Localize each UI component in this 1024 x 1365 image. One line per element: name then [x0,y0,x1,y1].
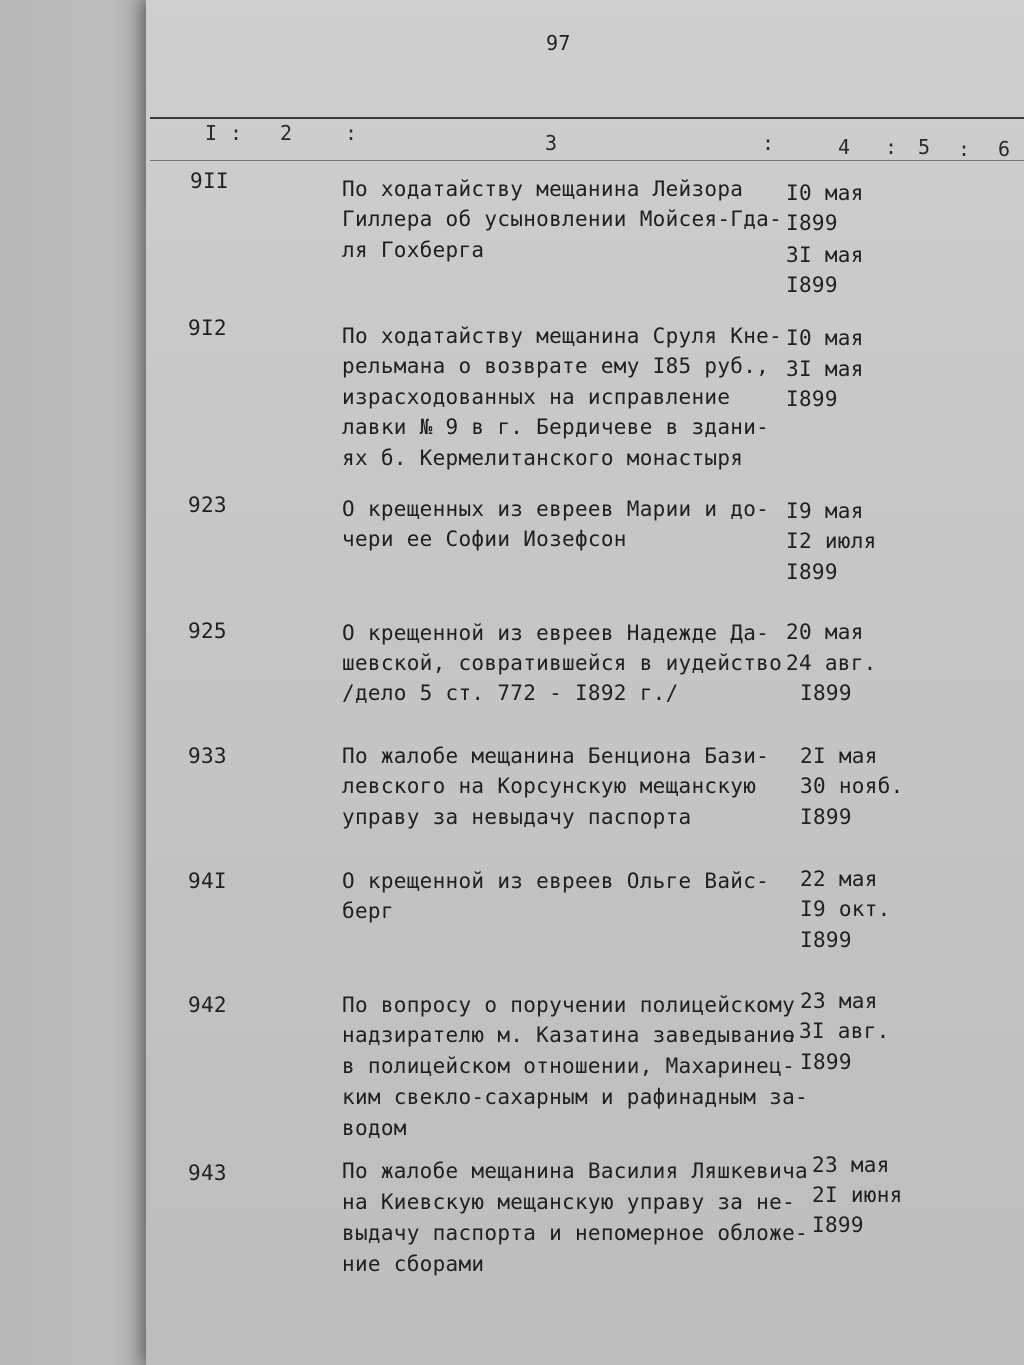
entry-date-line: I0 мая [786,326,864,350]
column-separator: : [958,137,971,161]
entry-description-line: ях б. Кермелитанского монастыря [342,446,744,470]
entry-number: 9I2 [188,316,227,340]
entry-description-line: ким свекло-сахарным и рафинадным за- [342,1085,808,1109]
entry-date-line: I9 мая [786,499,864,523]
entry-date-line: I899 [800,681,852,705]
page-number: 97 [546,31,571,55]
entry-date-line: 20 мая [786,620,864,644]
entry-date-line: I899 [812,1213,864,1237]
entry-description-line: Гиллера об усыновлении Мойсея-Гда- [342,207,783,231]
column-separator: : [762,131,775,155]
entry-number: 933 [188,744,227,768]
entry-description-line: По жалобе мещанина Бенциона Бази- [342,744,770,768]
entry-date-line: I899 [786,211,838,235]
entry-description-line: берг [342,899,394,923]
entry-description-line: лавки № 9 в г. Бердичеве в здани- [342,415,770,439]
entry-description-line: водом [342,1116,407,1140]
entry-date-line: I899 [800,928,852,952]
entry-description-line: О крещенных из евреев Марии и до- [342,497,770,521]
entry-description-line: По ходатайству мещанина Сруля Кне- [342,324,783,348]
column-separator: : [230,121,243,145]
column-separator: : [345,121,358,145]
entry-date-line: 3I мая [786,243,864,267]
entry-number: 925 [188,619,227,643]
column-header-4: 4 [838,135,851,159]
column-header-2: 2 [280,121,293,145]
entry-number: 942 [188,993,227,1017]
entry-description-line: О крещенной из евреев Ольге Вайс- [342,869,770,893]
entry-description-line: выдачу паспорта и непомерное обложе- [342,1221,808,1245]
entry-number: 923 [188,493,227,517]
entry-date-line: I899 [786,387,838,411]
entry-date-line: I2 июля [786,529,877,553]
entry-date-line: 2I мая [800,744,878,768]
entry-date-line: 23 мая [800,989,878,1013]
entry-description-line: в полицейском отношении, Махаринец- [342,1054,796,1078]
entry-description-line: левского на Корсунскую мещанскую [342,774,757,798]
entry-date-line: 2I июня [812,1183,903,1207]
entry-date-line: 3I мая [786,357,864,381]
entry-date-line: I899 [800,1050,852,1074]
entry-date-line: I899 [786,560,838,584]
entry-description-line: рельмана о возврате ему I85 руб., [342,354,770,378]
column-separator: : [885,135,898,159]
entry-description-line: на Киевскую мещанскую управу за не- [342,1190,796,1214]
entry-number: 943 [188,1161,227,1185]
entry-date-line: I0 мая [786,181,864,205]
column-header-5: 5 [918,135,931,159]
facing-page-edge [0,0,150,1365]
entry-description-line: шевской, совратившейся в иудейство [342,651,783,675]
entry-date-line: 22 мая [800,867,878,891]
entry-description-line: /дело 5 ст. 772 - I892 г./ [342,681,679,705]
entry-description-line: ля Гохберга [342,238,485,262]
entry-description-line: надзирателю м. Казатина заведывание [342,1023,796,1047]
entry-date-line: 23 мая [812,1153,890,1177]
column-header-6: 6 [998,137,1011,161]
entry-description-line: По жалобе мещанина Василия Ляшкевича [342,1159,808,1183]
entry-description-line: По ходатайству мещанина Лейзора [342,177,744,201]
column-header-1: I [205,121,218,145]
entry-description-line: управу за невыдачу паспорта [342,805,692,829]
entry-date-line: I899 [800,805,852,829]
entry-date-line: ,3I авг. [786,1019,890,1043]
column-header-3: 3 [545,131,558,155]
entry-number: 94I [188,869,227,893]
entry-description-line: ние сборами [342,1252,485,1276]
entry-date-line: 30 нояб. [800,774,904,798]
entry-date-line: I899 [786,273,838,297]
entry-date-line: 24 авг. [786,651,877,675]
entry-date-line: I9 окт. [800,897,891,921]
entry-description-line: израсходованных на исправление [342,385,731,409]
entry-description-line: О крещенной из евреев Надежде Да- [342,621,770,645]
entry-number: 9II [190,169,229,193]
entry-description-line: чери ее Софии Иозефсон [342,527,627,551]
entry-description-line: По вопросу о поручении полицейскому [342,993,796,1017]
